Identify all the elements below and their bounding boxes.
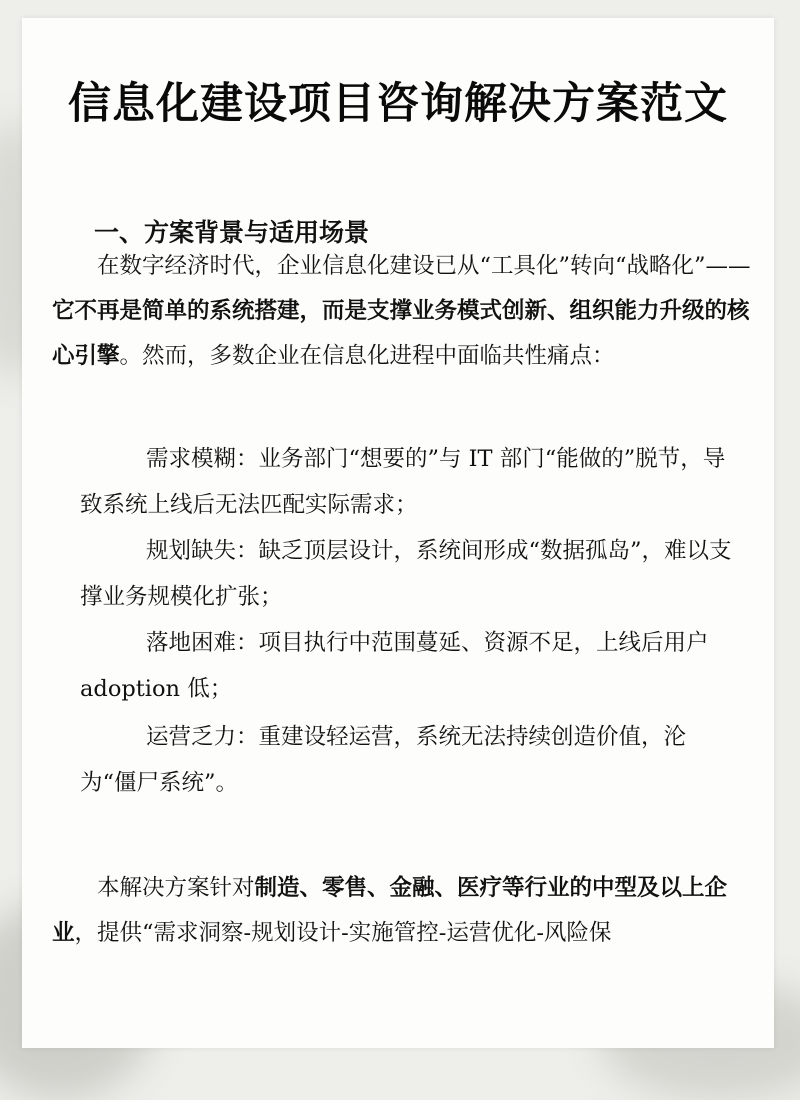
intro-text: 在数字经济时代，企业信息化建设已从“工具化”转向“战略化”——	[97, 253, 751, 279]
scope-text-end: ，提供“需求洞察-规划设计-实施管控-运营优化-风险保	[74, 920, 612, 946]
intro-text-end: 。然而，多数企业在信息化进程中面临共性痛点：	[119, 343, 615, 369]
intro-paragraph	[52, 244, 752, 379]
scope-paragraph	[52, 866, 752, 956]
pain-point-item: 落地困难：项目执行中范围蔓延、资源不足，上线后用户 adoption 低；	[80, 630, 709, 702]
pain-point-item: 运营乏力：重建设轻运营，系统无法持续创造价值，沦为“僵尸系统”。	[80, 724, 687, 796]
pain-point-item: 需求模糊：业务部门“想要的”与 IT 部门“能做的”脱节，导致系统上线后无法匹配实际需求；	[80, 446, 726, 518]
document-title: 信息化建设项目咨询解决方案范文	[68, 79, 728, 129]
scope-text: 本解决方案针对	[97, 875, 255, 901]
scope-emphasis: 制造、零售、金融、医疗等行业的中型及以上企业	[52, 875, 728, 946]
intro-emphasis: 它不再是简单的系统搭建，而是支撑业务模式创新、组织能力升级的核心引擎	[52, 298, 750, 369]
document-page	[22, 18, 774, 1048]
pain-point-item: 规划缺失：缺乏顶层设计，系统间形成“数据孤岛”，难以支撑业务规模化扩张；	[80, 538, 732, 610]
section-heading: 一、方案背景与适用场景	[94, 218, 370, 247]
